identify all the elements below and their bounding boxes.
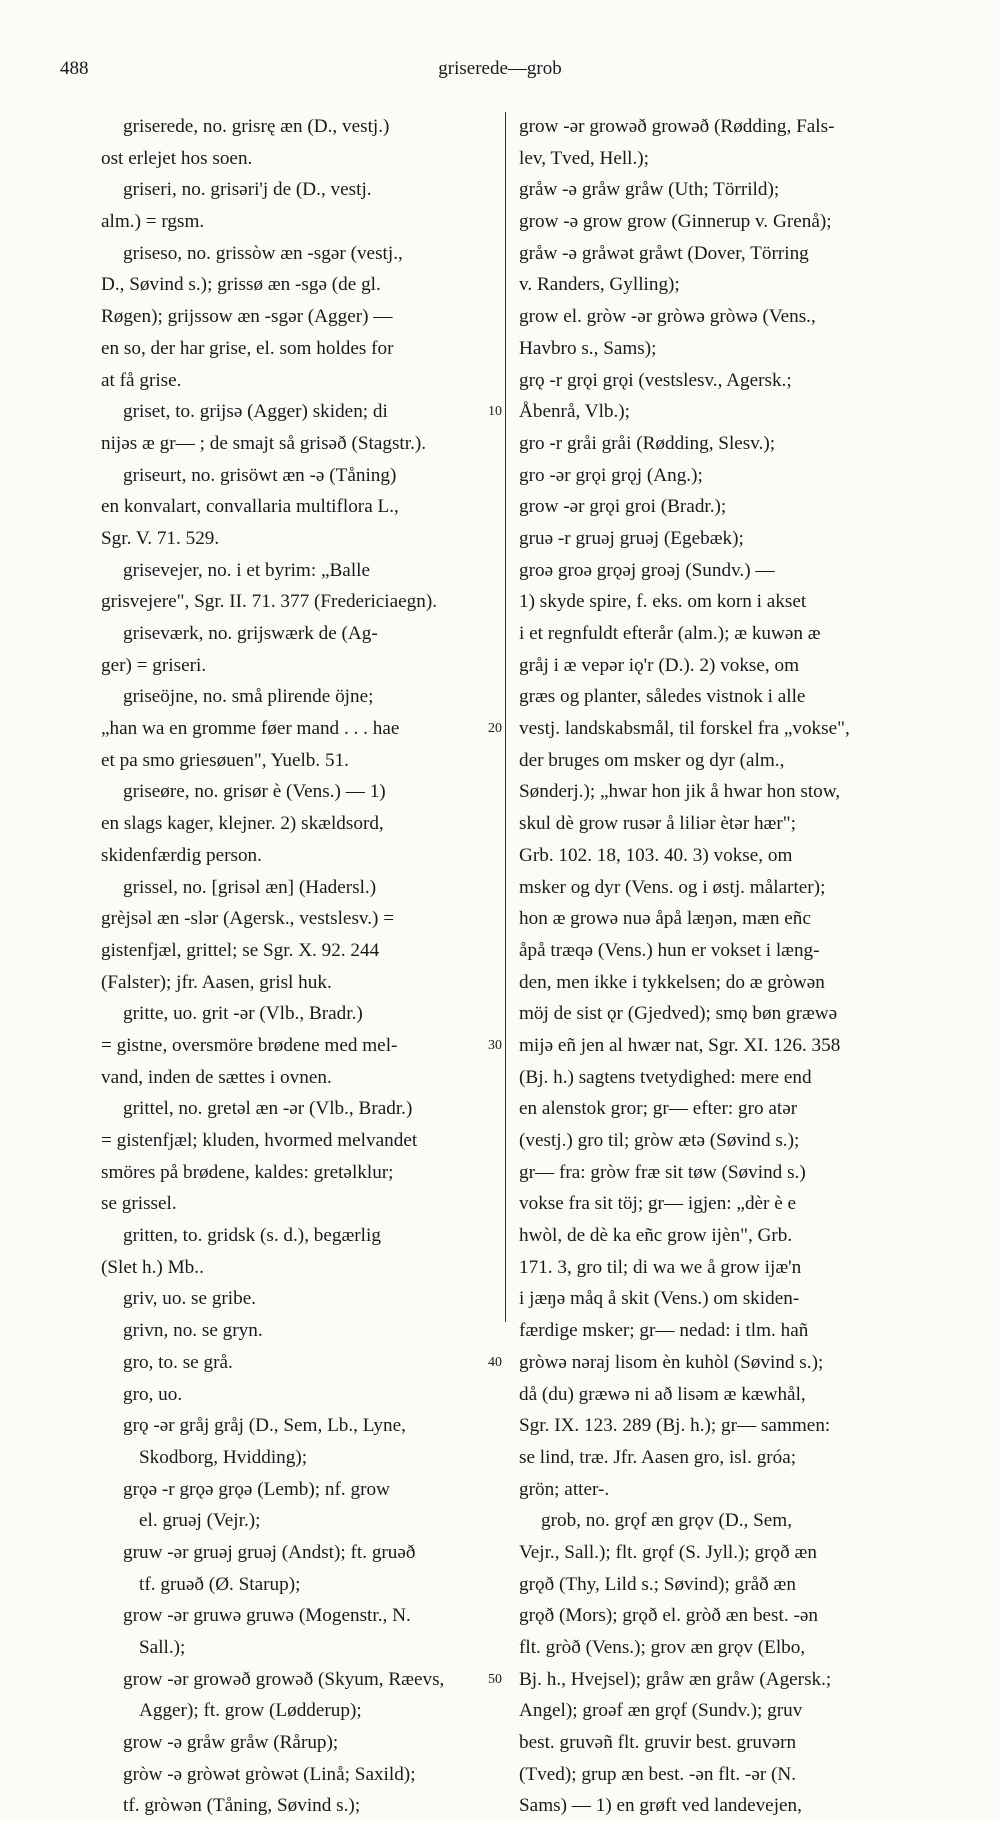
left-column-line: „han wa en gromme føer mand . . . hae [101,718,400,740]
right-column-line: Bj. h., Hvejsel); gråw æn gråw (Agersk.; [519,1668,832,1690]
right-column-line: færdige msker; gr— nedad: i tlm. hañ [519,1320,809,1342]
right-column-line: Grb. 102. 18, 103. 40. 3) vokse, om [519,844,793,866]
line-number-marker: 20 [488,721,502,737]
right-column-line: groə groə grǫəj groəj (Sundv.) — [519,559,775,581]
left-column-line: Skodborg, Hvidding); [139,1446,308,1468]
left-column-line: grisevejer, no. i et byrim: „Balle [123,559,370,581]
right-column-line: i et regnfuldt efterår (alm.); æ kuwən æ [519,623,821,644]
left-column-line: grittel, no. gretəl æn -ər (Vlb., Bradr.) [123,1098,413,1120]
right-column-line: vokse fra sit töj; gr— igjen: „dèr è e [519,1193,797,1215]
right-column-line: gro -r gråi gråi (Rødding, Slesv.); [519,432,776,454]
left-column-line: grǫ -ər gråj gråj (D., Sem, Lb., Lyne, [123,1415,406,1437]
right-column-line: grow el. gròw -ər gròwə gròwə (Vens., [519,306,816,328]
right-column-line: vestj. landskabsmål, til forskel fra „vokse", [519,718,850,740]
right-column-line: då (du) græwə ni að lisəm æ kæwhål, [519,1383,806,1405]
right-column-line: Havbro s., Sams); [519,337,657,359]
left-column-line: et pa smo griesøuen", Yuelb. 51. [101,749,349,771]
right-column-line: Sams) — 1) en grøft ved landevejen, [519,1795,802,1817]
left-column-line: el. gruəj (Vejr.); [139,1510,261,1532]
left-column-line: (Slet h.) Mb.. [101,1256,204,1278]
right-column-line: Angel); groəf æn grǫf (Sundv.); gruv [519,1700,803,1722]
left-column-line: griv, uo. se gribe. [123,1288,257,1310]
left-column-line: = gistne, oversmöre brødene med mel- [101,1034,398,1056]
left-column-line: en so, der har grise, el. som holdes for [101,337,394,359]
left-column-line: griseso, no. grissòw æn -sgər (vestj., [123,242,403,264]
left-column-line: gritten, to. gridsk (s. d.), begærlig [123,1225,381,1247]
right-column-line: grob, no. grǫf æn grǫv (D., Sem, [541,1510,793,1532]
right-column-line: best. gruvəñ flt. gruvir best. gruvərn [519,1732,797,1754]
right-column-line: gr— fra: gròw fræ sit tøw (Søvind s.) [519,1161,806,1183]
right-column-line: (Bj. h.) sagtens tvetydighed: mere end [519,1066,812,1088]
left-column-line: grǫə -r grǫə grǫə (Lemb); nf. grow [123,1478,390,1500]
left-column [101,111,489,1822]
left-column-line: nijəs æ gr— ; de smajt så grisəð (Stagstr.). [101,432,427,454]
right-column-line: der bruges om msker og dyr (alm., [519,749,785,771]
line-number-marker: 10 [488,404,502,420]
right-column-line: gråw -ə gråw gråw (Uth; Törrild); [519,179,780,201]
right-column-line: Vejr., Sall.); flt. grǫf (S. Jyll.); grǫð æn [519,1541,817,1563]
left-column-line: griseøre, no. grisør è (Vens.) — 1) [123,781,386,803]
left-column-line: gròw -ə gròwət gròwət (Linå; Saxild); [123,1763,416,1785]
right-column-line: 171. 3, gro til; di wa we å grow ijæ'n [519,1256,802,1278]
right-column-line: (vestj.) gro til; gròw ætə (Søvind s.); [519,1130,800,1151]
left-column-line: grow -ə gråw gråw (Rårup); [123,1732,339,1754]
left-column-line: smöres på brødene, kaldes: gretəlklur; [101,1161,394,1183]
left-column-line: gistenfjæl, grittel; se Sgr. X. 92. 244 [101,939,380,961]
left-column-line: ost erlejet hos soen. [101,147,253,169]
right-column-line: hon æ growə nuə åpå læŋən, mæn eñc [519,908,811,930]
right-column-line: grow -ər growəð growəð (Rødding, Fals- [519,116,835,137]
left-column-line: tf. gròwən (Tåning, Søvind s.); [123,1795,361,1817]
left-column-line: alm.) = rgsm. [101,211,205,233]
right-column-line: Åbenrå, Vlb.); [519,401,631,423]
right-column-line: grǫð (Mors); grǫð el. gròð æn best. -ən [519,1605,818,1627]
left-column-line: Agger); ft. grow (Lødderup); [139,1700,362,1722]
left-column-line: vand, inden de sættes i ovnen. [101,1066,332,1088]
left-column-line: ger) = griseri. [101,654,207,676]
line-number-marker: 50 [488,1672,502,1688]
left-column-line: griseurt, no. grisöwt æn -ə (Tåning) [123,464,397,486]
right-column-line: skul dè grow rusər å liliər ètər hær"; [519,813,796,835]
right-column-line: Sønderj.); „hwar hon jik å hwar hon stow, [519,781,841,803]
line-number-marker: 30 [488,1038,502,1054]
right-column-line: en alenstok gror; gr— efter: gro atər [519,1098,798,1120]
right-column-line: gruə -r gruəj gruəj (Egebæk); [519,527,744,549]
right-column-line: msker og dyr (Vens. og i østj. målarter); [519,876,826,898]
right-column-line: mijə eñ jen al hwær nat, Sgr. XI. 126. 358 [519,1034,841,1056]
left-column-line: Røgen); grijssow æn -sgər (Agger) — [101,306,393,328]
left-column-line: D., Søvind s.); grissø æn -sgə (de gl. [101,274,381,296]
left-column-line: griseöjne, no. små plirende öjne; [123,686,374,708]
right-column-line: se lind, træ. Jfr. Aasen gro, isl. gróa; [519,1446,797,1468]
right-column-line: (Tved); grup æn best. -ən flt. -ər (N. [519,1763,797,1785]
right-column-line: gråj i æ vepər iǫ'r (D.). 2) vokse, om [519,654,800,676]
page-header [60,58,940,92]
right-column-line: åpå træqə (Vens.) hun er vokset i læng- [519,939,820,961]
left-column-line: griset, to. grijsə (Agger) skiden; di [123,401,388,423]
left-column-line: en slags kager, klejner. 2) skældsord, [101,813,384,835]
left-column-line: (Falster); jfr. Aasen, grisl huk. [101,971,332,993]
left-column-line: grèjsəl æn -slər (Agersk., vestslesv.) = [101,908,395,930]
right-column-line: hwòl, de dè ka eñc grow ijèn", Grb. [519,1225,793,1247]
left-column-line: gro, to. se grå. [123,1351,233,1373]
left-column-line: skidenfærdig person. [101,844,262,866]
left-column-line: griseri, no. grisəri'j de (D., vestj. [123,179,372,201]
right-column-line: v. Randers, Gylling); [519,274,680,296]
left-column-line: gruw -ər gruəj gruəj (Andst); ft. gruəð [123,1541,416,1563]
right-column-line: lev, Tved, Hell.); [519,147,650,169]
right-column-line: grön; atter-. [519,1478,610,1500]
left-column-line: Sall.); [139,1637,186,1658]
left-column-line: gritte, uo. grit -ər (Vlb., Bradr.) [123,1003,363,1025]
left-column-line: tf. gruəð (Ø. Starup); [139,1573,301,1595]
left-column-line: en konvalart, convallaria multiflora L., [101,496,399,518]
right-column [519,111,947,1822]
left-column-line: gro, uo. [123,1383,183,1405]
right-column-line: gråw -ə gråwət gråwt (Dover, Törring [519,242,809,264]
right-column-line: flt. gròð (Vens.); grov æn grǫv (Elbo, [519,1637,806,1658]
left-column-line: griseværk, no. grijswærk de (Ag- [123,623,378,644]
right-column-line: grow -ə grow grow (Ginnerup v. Grenå); [519,211,832,233]
right-column-line: möj de sist ǫr (Gjedved); smǫ bøn græwə [519,1003,838,1025]
right-column-line: grow -ər grǫi groi (Bradr.); [519,496,727,518]
left-column-line: griserede, no. grisrę æn (D., vestj.) [123,116,390,137]
right-column-line: Sgr. IX. 123. 289 (Bj. h.); gr— sammen: [519,1415,831,1437]
left-column-line: grow -ər gruwə gruwə (Mogenstr., N. [123,1605,411,1627]
line-number-marker: 40 [488,1355,502,1371]
running-head: griserede—grob [438,58,562,79]
right-column-line: gro -ər grǫi grǫj (Ang.); [519,464,703,486]
right-column-line: i jæŋə måq å skit (Vens.) om skiden- [519,1288,800,1310]
right-column-line: grǫð (Thy, Lild s.; Søvind); gråð æn [519,1573,796,1595]
left-column-line: grissel, no. [grisəl æn] (Hadersl.) [123,876,377,898]
right-column-line: grǫ -r grǫi grǫi (vestslesv., Agersk.; [519,369,792,391]
left-column-line: = gistenfjæl; kluden, hvormed melvandet [101,1130,418,1151]
left-column-line: at få grise. [101,369,182,391]
left-column-line: grow -ər growəð growəð (Skyum, Ræevs, [123,1668,445,1690]
right-column-line: 1) skyde spire, f. eks. om korn i akset [519,591,807,613]
right-column-line: græs og planter, således vistnok i alle [519,686,806,708]
right-column-line: den, men ikke i tykkelsen; do æ gròwən [519,971,825,993]
right-column-line: gròwə nəraj lisom èn kuhòl (Søvind s.); [519,1351,824,1373]
left-column-line: grisvejere", Sgr. II. 71. 377 (Fredericiaegn). [101,591,438,613]
left-column-line: Sgr. V. 71. 529. [101,527,220,549]
left-column-line: se grissel. [101,1193,177,1215]
left-column-line: grivn, no. se gryn. [123,1320,263,1342]
page-number: 488 [60,58,89,79]
